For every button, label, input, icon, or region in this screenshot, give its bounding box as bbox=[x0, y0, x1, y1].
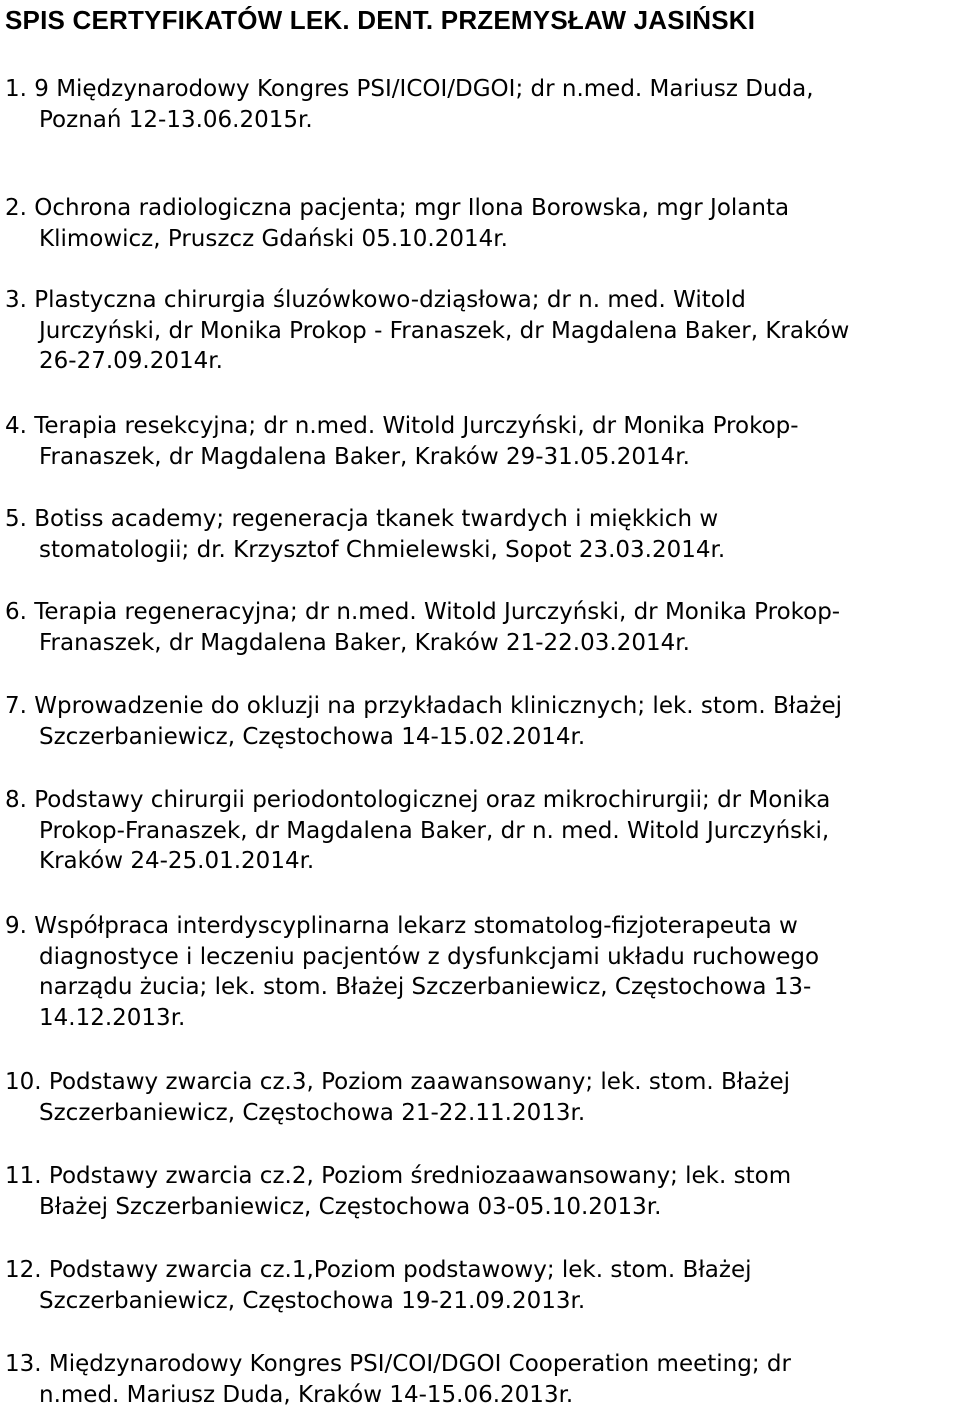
certificate-item-5 bbox=[5, 504, 955, 565]
certificate-line: 9. Współpraca interdyscyplinarna lekarz stomatolog-fizjoterapeuta w bbox=[5, 913, 798, 939]
certificate-item-11 bbox=[5, 1161, 955, 1222]
certificate-line: 4. Terapia resekcyjna; dr n.med. Witold Jurczyński, dr Monika Prokop- bbox=[5, 413, 799, 439]
certificate-item-9 bbox=[5, 911, 955, 1033]
certificate-line: 26-27.09.2014r. bbox=[39, 348, 223, 374]
certificate-line: Klimowicz, Pruszcz Gdański 05.10.2014r. bbox=[39, 225, 508, 252]
certificate-line: 6. Terapia regeneracyjna; dr n.med. Witold Jurczyński, dr Monika Prokop- bbox=[5, 599, 841, 625]
certificate-line: Franaszek, dr Magdalena Baker, Kraków 21-22.03.2014r. bbox=[39, 629, 690, 656]
certificate-line: narządu żucia; lek. stom. Błażej Szczerbaniewicz, Częstochowa 13- bbox=[39, 974, 812, 1000]
certificate-line: Szczerbaniewicz, Częstochowa 21-22.11.2013r. bbox=[39, 1099, 586, 1126]
certificate-line: 2. Ochrona radiologiczna pacjenta; mgr Ilona Borowska, mgr Jolanta bbox=[5, 195, 790, 221]
certificate-line: Szczerbaniewicz, Częstochowa 19-21.09.2013r. bbox=[39, 1287, 586, 1314]
certificate-line: 13. Międzynarodowy Kongres PSI/COI/DGOI Cooperation meeting; dr bbox=[5, 1351, 791, 1377]
certificate-line: diagnostyce i leczeniu pacjentów z dysfunkcjami układu ruchowego bbox=[39, 943, 820, 970]
certificate-item-12 bbox=[5, 1255, 955, 1316]
certificate-item-6 bbox=[5, 597, 955, 658]
certificate-item-7 bbox=[5, 691, 955, 752]
certificate-item-13 bbox=[5, 1349, 955, 1410]
certificate-line: 1. 9 Międzynarodowy Kongres PSI/ICOI/DGOI; dr n.med. Mariusz Duda, bbox=[5, 76, 814, 102]
certificate-item-10 bbox=[5, 1067, 955, 1128]
certificate-line: 14.12.2013r. bbox=[39, 1004, 186, 1031]
document-title: SPIS CERTYFIKATÓW LEK. DENT. PRZEMYSŁAW JASIŃSKI bbox=[5, 5, 756, 35]
certificate-line: Jurczyński, dr Monika Prokop - Franaszek, dr Magdalena Baker, Kraków bbox=[39, 317, 850, 344]
certificate-line: Poznań 12-13.06.2015r. bbox=[39, 106, 313, 133]
certificate-item-8 bbox=[5, 785, 955, 877]
certificate-line: 7. Wprowadzenie do okluzji na przykładach klinicznych; lek. stom. Błażej bbox=[5, 693, 843, 719]
certificate-line: 10. Podstawy zwarcia cz.3, Poziom zaawansowany; lek. stom. Błażej bbox=[5, 1069, 791, 1095]
certificate-item-4 bbox=[5, 411, 955, 472]
certificate-line: stomatologii; dr. Krzysztof Chmielewski, Sopot 23.03.2014r. bbox=[39, 536, 726, 563]
certificate-line: Szczerbaniewicz, Częstochowa 14-15.02.2014r. bbox=[39, 723, 586, 750]
certificate-line: Kraków 24-25.01.2014r. bbox=[39, 848, 315, 874]
certificate-item-2 bbox=[5, 193, 955, 254]
certificate-item-3 bbox=[5, 285, 955, 377]
certificate-item-1 bbox=[5, 74, 955, 135]
certificate-line: Błażej Szczerbaniewicz, Częstochowa 03-05.10.2013r. bbox=[39, 1193, 662, 1220]
certificate-line: 5. Botiss academy; regeneracja tkanek twardych i miękkich w bbox=[5, 506, 719, 532]
certificate-line: 11. Podstawy zwarcia cz.2, Poziom średniozaawansowany; lek. stom bbox=[5, 1163, 792, 1189]
certificate-line: Franaszek, dr Magdalena Baker, Kraków 29-31.05.2014r. bbox=[39, 443, 690, 470]
certificate-line: 3. Plastyczna chirurgia śluzówkowo-dziąsłowa; dr n. med. Witold bbox=[5, 287, 746, 313]
certificate-line: n.med. Mariusz Duda, Kraków 14-15.06.2013r. bbox=[39, 1381, 574, 1408]
certificate-line: 12. Podstawy zwarcia cz.1,Poziom podstawowy; lek. stom. Błażej bbox=[5, 1257, 752, 1283]
certificate-line: Prokop-Franaszek, dr Magdalena Baker, dr n. med. Witold Jurczyński, bbox=[39, 817, 830, 844]
certificate-line: 8. Podstawy chirurgii periodontologicznej oraz mikrochirurgii; dr Monika bbox=[5, 787, 831, 813]
